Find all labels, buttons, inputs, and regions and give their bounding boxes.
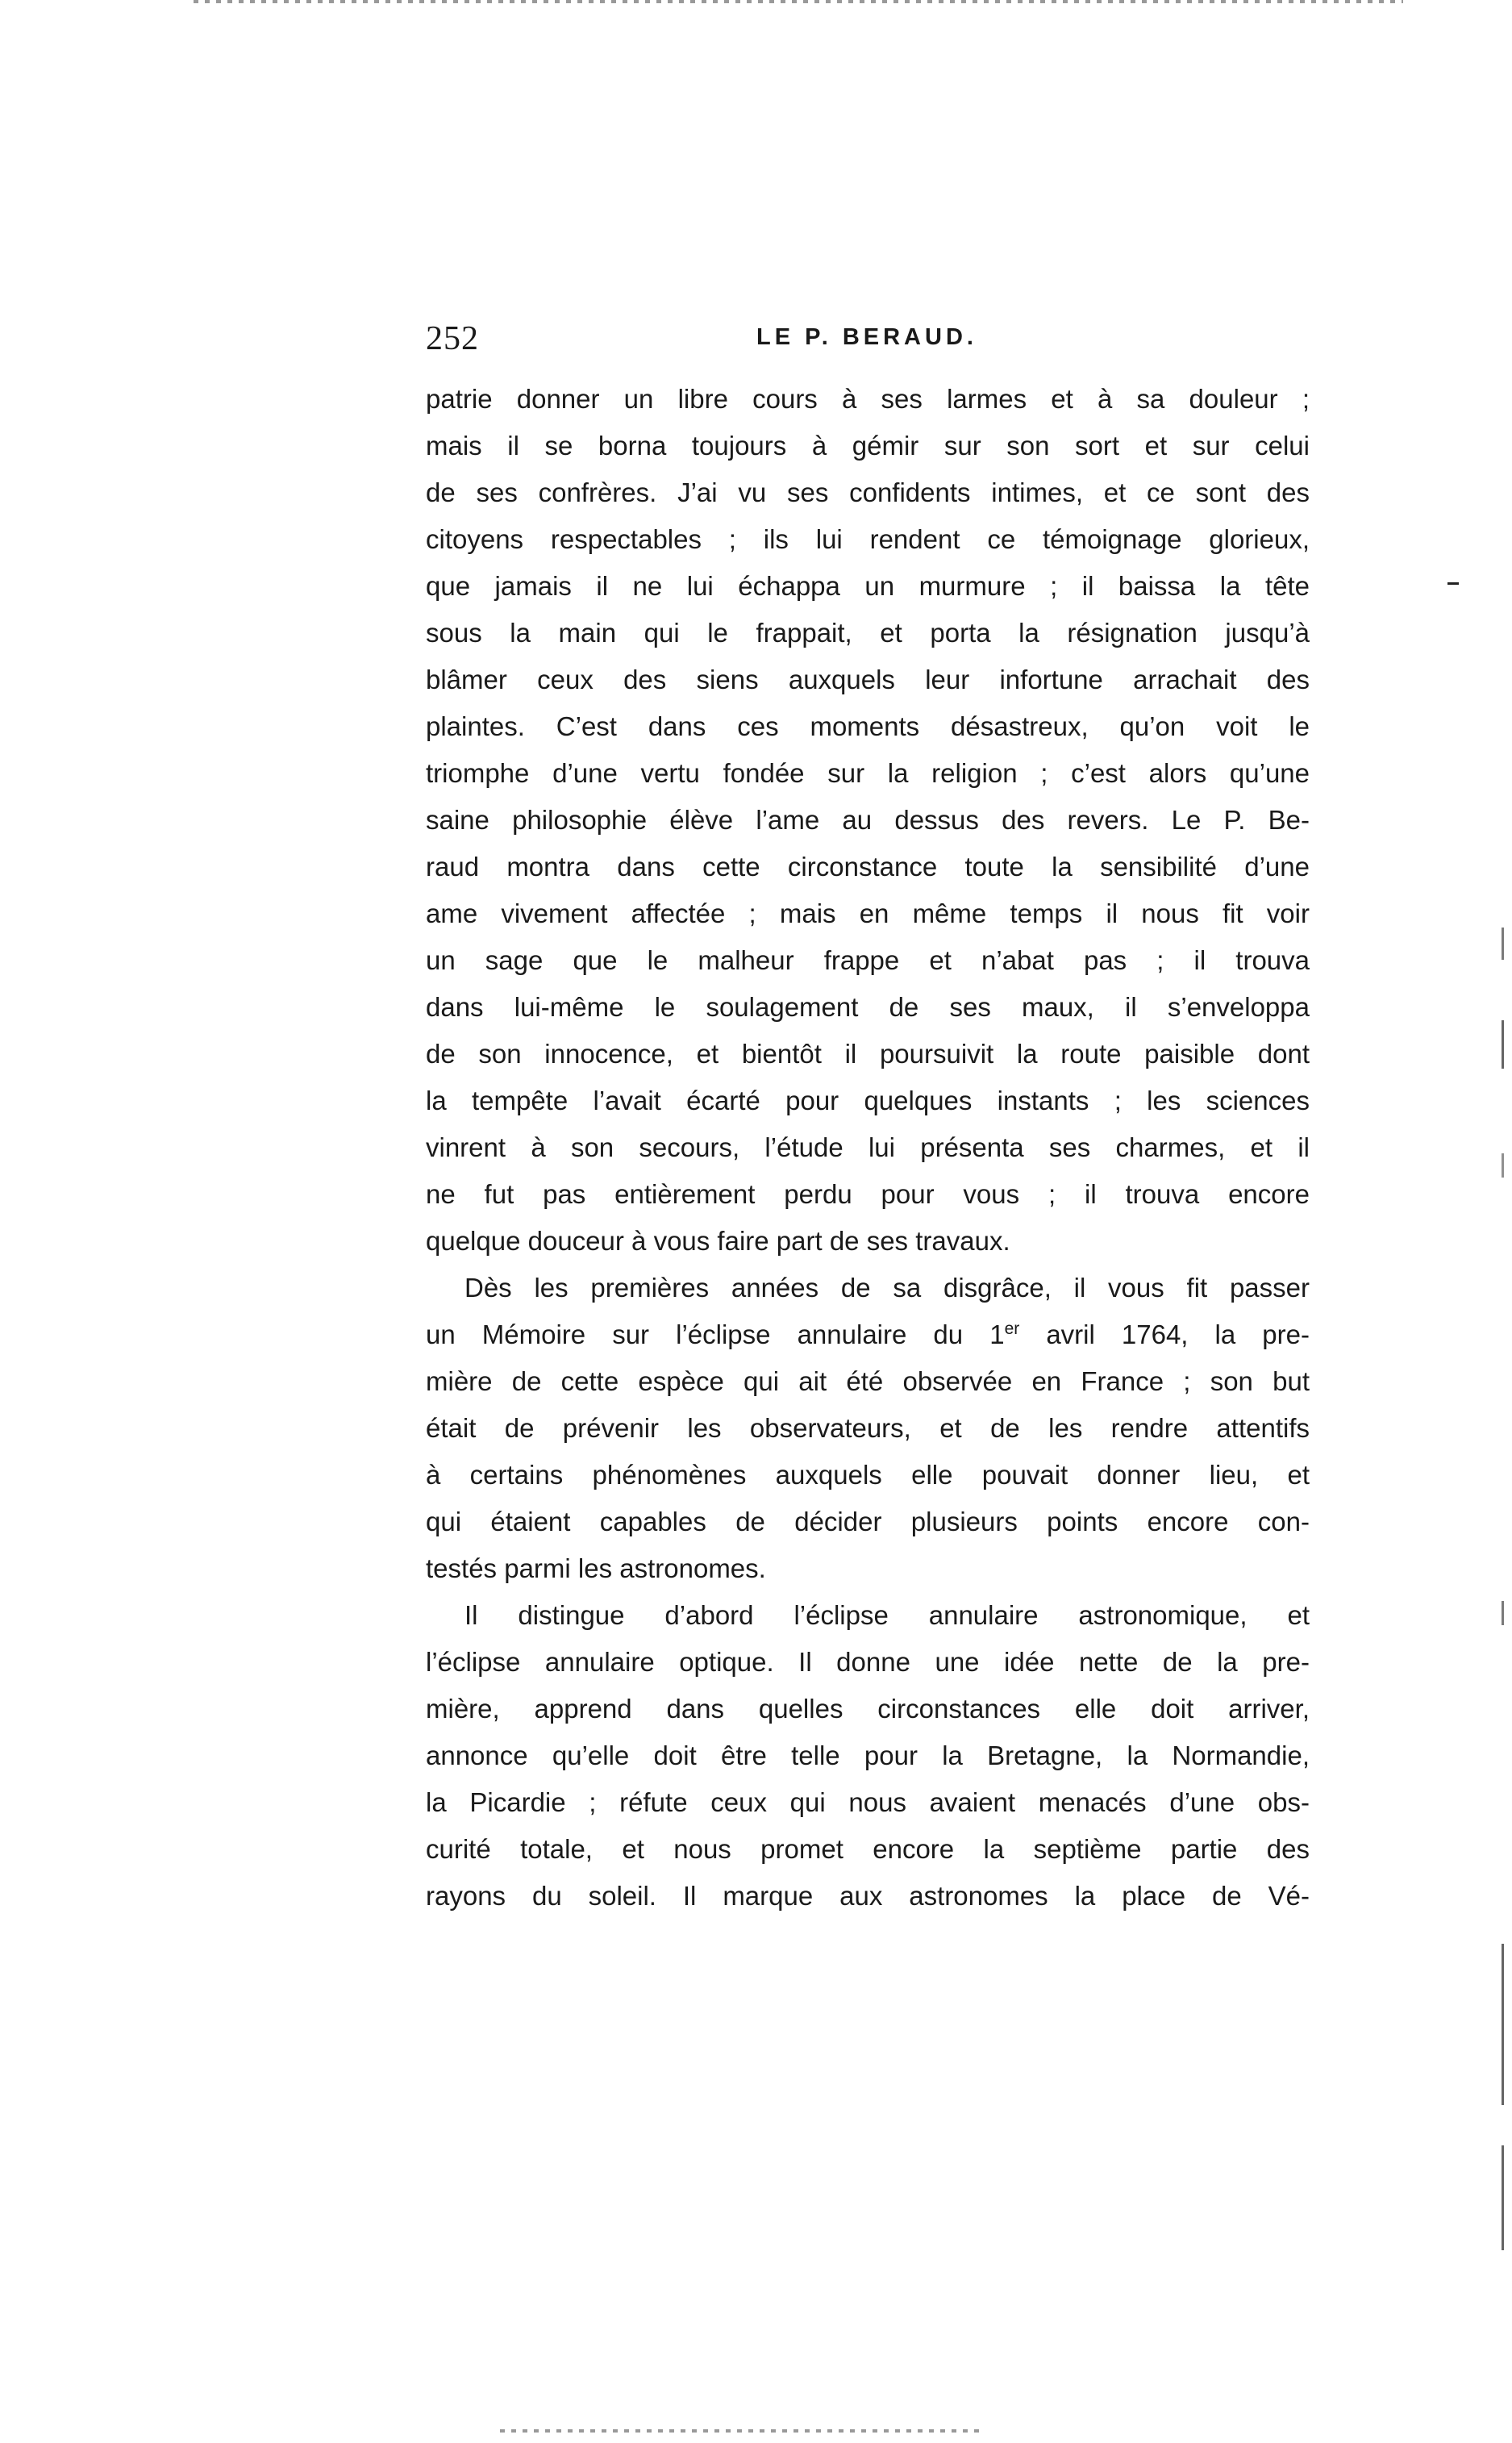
text-fragment: avril 1764, la pre- xyxy=(1019,1319,1310,1349)
text-line: annonce qu’elle doit être telle pour la Bretagne, la Normandie, xyxy=(426,1741,1310,1770)
text-line: à certains phénomènes auxquels elle pouvait donner lieu, et xyxy=(426,1460,1310,1490)
text-line: citoyens respectables ; ils lui rendent ce témoignage glorieux, xyxy=(426,524,1310,554)
text-line: l’éclipse annulaire optique. Il donne une idée nette de la pre- xyxy=(426,1647,1310,1677)
text-line: de son innocence, et bientôt il poursuivit la route paisible dont xyxy=(426,1039,1310,1069)
scan-mark xyxy=(1502,928,1504,960)
body-text xyxy=(426,376,1310,1920)
paragraph-start-line: Dès les premières années de sa disgrâce, il vous fit passer xyxy=(464,1273,1310,1303)
text-line: la tempête l’avait écarté pour quelques instants ; les sciences xyxy=(426,1086,1310,1115)
paragraph-end-line: testés parmi les astronomes. xyxy=(426,1553,766,1583)
text-line: ne fut pas entièrement perdu pour vous ; il trouva encore xyxy=(426,1179,1310,1209)
running-title: LE P. BERAUD. xyxy=(756,324,977,350)
text-line: sous la main qui le frappait, et porta la résignation jusqu’à xyxy=(426,618,1310,648)
text-line: patrie donner un libre cours à ses larmes et à sa douleur ; xyxy=(426,384,1310,414)
scan-mark xyxy=(1502,1601,1504,1625)
paragraph-start-line: Il distingue d’abord l’éclipse annulaire astronomique, et xyxy=(464,1600,1310,1630)
text-line: dans lui-même le soulagement de ses maux, il s’enveloppa xyxy=(426,992,1310,1022)
running-head xyxy=(426,319,1321,368)
text-line: était de prévenir les observateurs, et de les rendre attentifs xyxy=(426,1413,1310,1443)
text-line: un sage que le malheur frappe et n’abat pas ; il trouva xyxy=(426,945,1310,975)
text-line: qui étaient capables de décider plusieurs points encore con- xyxy=(426,1507,1310,1536)
scan-edge-bottom xyxy=(500,2429,984,2433)
paragraph-end-line: quelque douceur à vous faire part de ses travaux. xyxy=(426,1226,1010,1256)
text-line: triomphe d’une vertu fondée sur la religion ; c’est alors qu’une xyxy=(426,758,1310,788)
text-line: vinrent à son secours, l’étude lui présenta ses charmes, et il xyxy=(426,1132,1310,1162)
text-line: de ses confrères. J’ai vu ses confidents intimes, et ce sont des xyxy=(426,477,1310,507)
text-line: raud montra dans cette circonstance toute la sensibilité d’une xyxy=(426,852,1310,882)
text-line: ame vivement affectée ; mais en même temps il nous fit voir xyxy=(426,898,1310,928)
text-line: plaintes. C’est dans ces moments désastreux, qu’on voit le xyxy=(426,711,1310,741)
scan-mark xyxy=(1502,2145,1504,2250)
scan-edge-top xyxy=(194,0,1403,3)
text-line: blâmer ceux des siens auxquels leur infortune arrachait des xyxy=(426,665,1310,694)
scan-mark xyxy=(1502,1153,1504,1178)
scan-mark xyxy=(1502,1944,1504,2105)
scan-mark xyxy=(1447,582,1459,585)
text-line: curité totale, et nous promet encore la septième partie des xyxy=(426,1834,1310,1864)
text-line: saine philosophie élève l’ame au dessus des revers. Le P. Be- xyxy=(426,805,1310,835)
superscript: er xyxy=(1004,1319,1020,1338)
text-line: mière, apprend dans quelles circonstances elle doit arriver, xyxy=(426,1694,1310,1724)
text-line: mais il se borna toujours à gémir sur son sort et sur celui xyxy=(426,431,1310,461)
scan-mark xyxy=(1502,1020,1504,1069)
text-line: la Picardie ; réfute ceux qui nous avaient menacés d’une obs- xyxy=(426,1787,1310,1817)
text-line xyxy=(426,1311,1310,1358)
text-line: mière de cette espèce qui ait été observée en France ; son but xyxy=(426,1366,1310,1396)
text-line: rayons du soleil. Il marque aux astronomes la place de Vé- xyxy=(426,1881,1310,1911)
text-fragment: un Mémoire sur l’éclipse annulaire du 1 xyxy=(426,1319,1005,1349)
text-line: que jamais il ne lui échappa un murmure ; il baissa la tête xyxy=(426,571,1310,601)
page-number: 252 xyxy=(426,320,479,357)
